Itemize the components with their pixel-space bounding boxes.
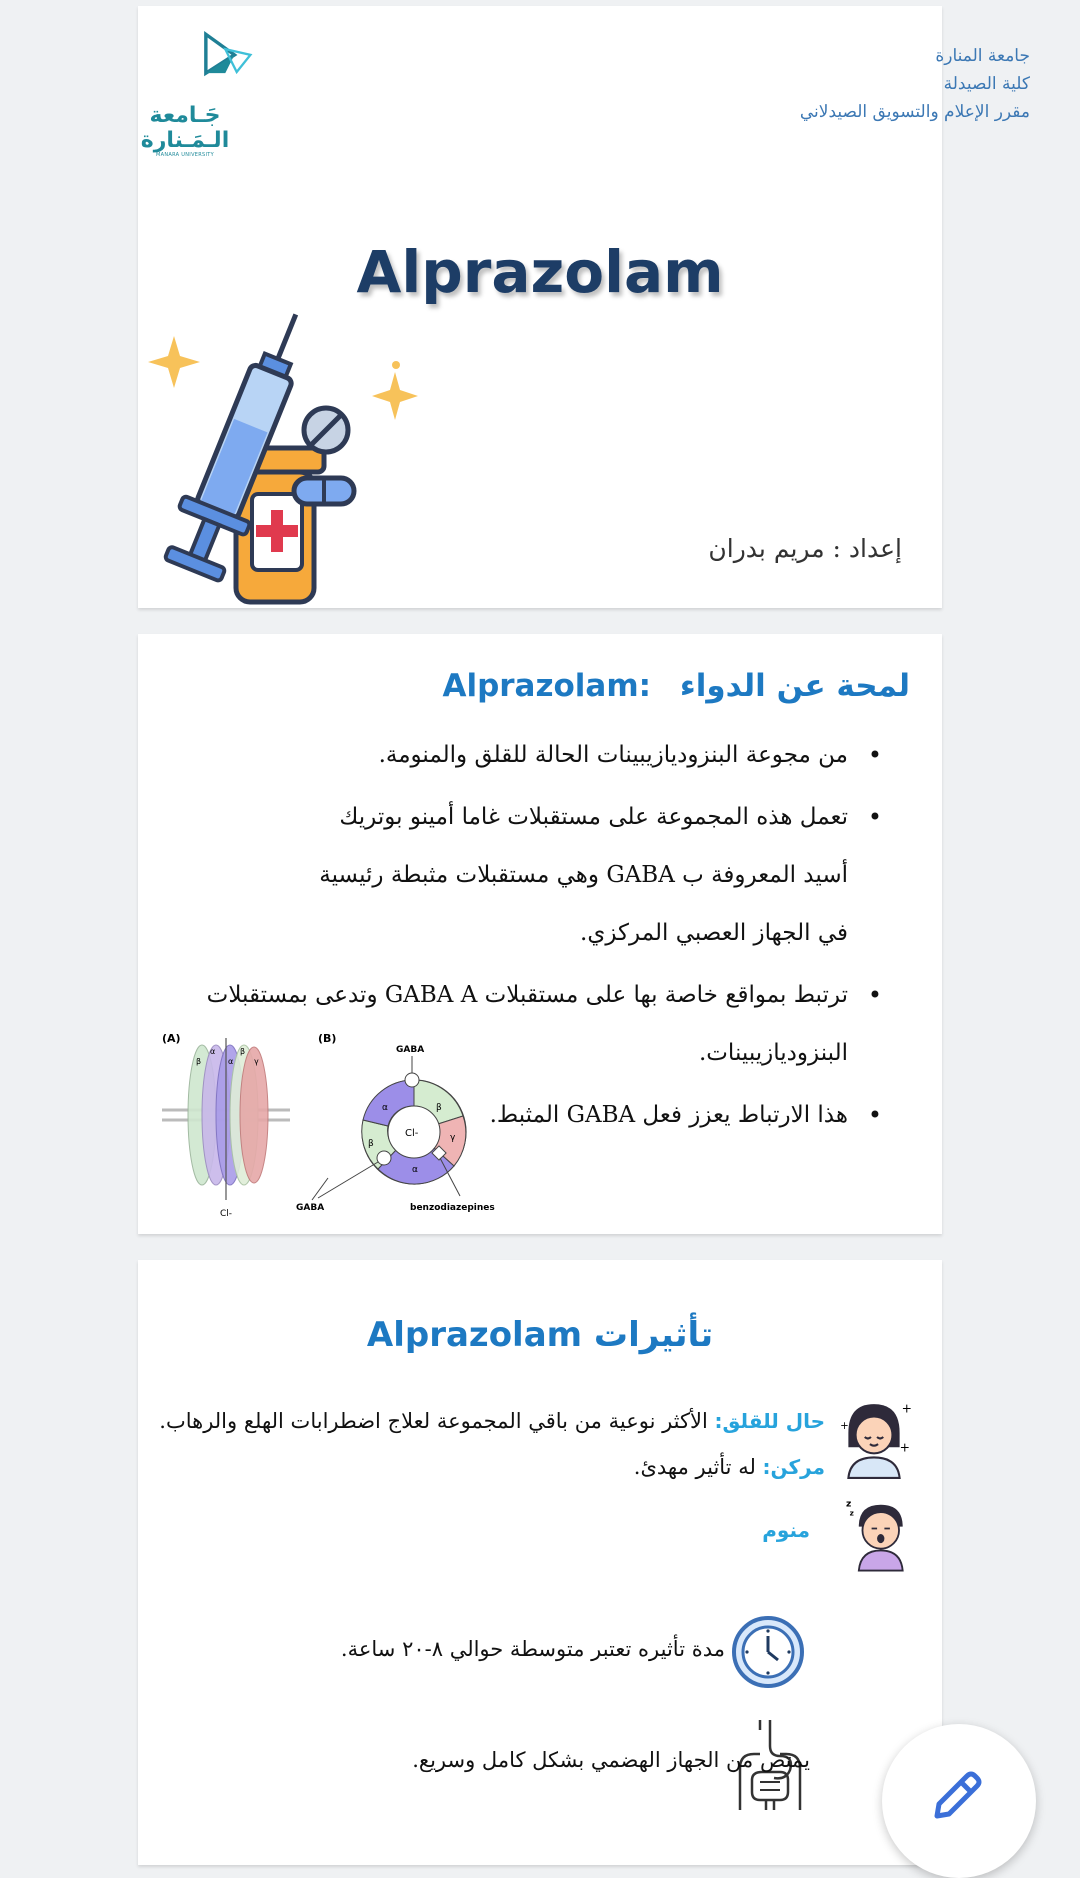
gaba-label: GABA	[296, 1203, 325, 1213]
clock-icon	[730, 1614, 806, 1690]
effect-anxiolytic: حال للقلق: الأكثر نوعية من باقي المجموعة لعلاج اضطرابات الهلع والرهاب.	[159, 1409, 825, 1433]
calm-person-icon	[838, 1398, 910, 1480]
svg-text:z: z	[846, 1499, 852, 1510]
svg-text:z: z	[849, 1508, 854, 1518]
figure-label-b: (B)	[318, 1032, 337, 1045]
svg-text:β: β	[240, 1047, 246, 1056]
presentation-title: Alprazolam	[356, 238, 724, 306]
author-line: إعداد : مريم بدران	[708, 534, 902, 563]
university-info	[800, 42, 1030, 126]
svg-text:α: α	[210, 1047, 216, 1056]
bullet-item: • من مجوعة البنزوديازيبينات الحالة للقلق والمنومة.	[182, 726, 882, 784]
svg-text:β: β	[196, 1057, 202, 1066]
effects-heading: تأثيرات Alprazolam	[366, 1315, 714, 1355]
gaba-label: GABA	[396, 1045, 425, 1055]
gaba-receptor-diagram	[150, 1028, 530, 1218]
logo-arabic-text: جَـامعة الـمَـنارة	[140, 103, 230, 153]
effect-duration: مدة تأثيره تعتبر متوسطة حوالي ٨-٢٠ ساعة.	[340, 1637, 725, 1661]
university-logo-icon	[186, 32, 276, 112]
svg-text:β: β	[368, 1139, 374, 1149]
svg-text:+: +	[899, 1440, 910, 1455]
university-name: جامعة المنارة	[935, 46, 1030, 66]
bullet-item: • ترتبط بمواقع خاصة بها على مستقبلات GABA A وتدعى بمستقبلات البنزوديازيبينات.	[182, 966, 882, 1082]
svg-text:α: α	[382, 1103, 388, 1113]
effect-hypnotic: منوم	[762, 1518, 810, 1542]
bullet-item: • هذا الارتباط يعزز فعل GABA المثبط.	[382, 1086, 882, 1144]
chloride-label: Cl-	[405, 1128, 419, 1139]
figure-label-a: (A)	[162, 1032, 181, 1045]
logo-english-text: MANARA UNIVERSITY	[156, 152, 214, 158]
svg-text:γ: γ	[254, 1057, 259, 1066]
svg-text:γ: γ	[450, 1133, 456, 1143]
bullet-item: • تعمل هذه المجموعة على مستقبلات غاما أمينو بوتريك أسيد المعروفة ب GABA وهي مستقبلات مثبطة رئيسية في الجهاز العصبي المركزي.	[292, 788, 882, 962]
svg-text:+: +	[840, 1419, 849, 1432]
effect-sedative: مركن: له تأثير مهدئ.	[633, 1455, 825, 1479]
chloride-label: Cl-	[220, 1209, 233, 1219]
course-name: مقرر الإعلام والتسويق الصيدلاني	[799, 102, 1030, 122]
pencil-icon	[927, 1766, 987, 1826]
benzodiazepines-label: benzodiazepines	[410, 1203, 495, 1213]
overview-heading: لمحة عن الدواء Alprazolam:	[442, 668, 910, 704]
svg-text:α: α	[412, 1165, 418, 1175]
faculty-name: كلية الصيدلة	[943, 74, 1030, 94]
effect-absorption: يمتص من الجهاز الهضمي بشكل كامل وسريع.	[412, 1748, 810, 1772]
svg-text:β: β	[436, 1103, 442, 1113]
edit-button[interactable]	[882, 1724, 1036, 1878]
svg-text:α: α	[228, 1057, 234, 1066]
sleepy-person-icon	[846, 1494, 910, 1574]
medicine-illustration-icon	[144, 312, 564, 602]
svg-text:+: +	[901, 1401, 912, 1416]
